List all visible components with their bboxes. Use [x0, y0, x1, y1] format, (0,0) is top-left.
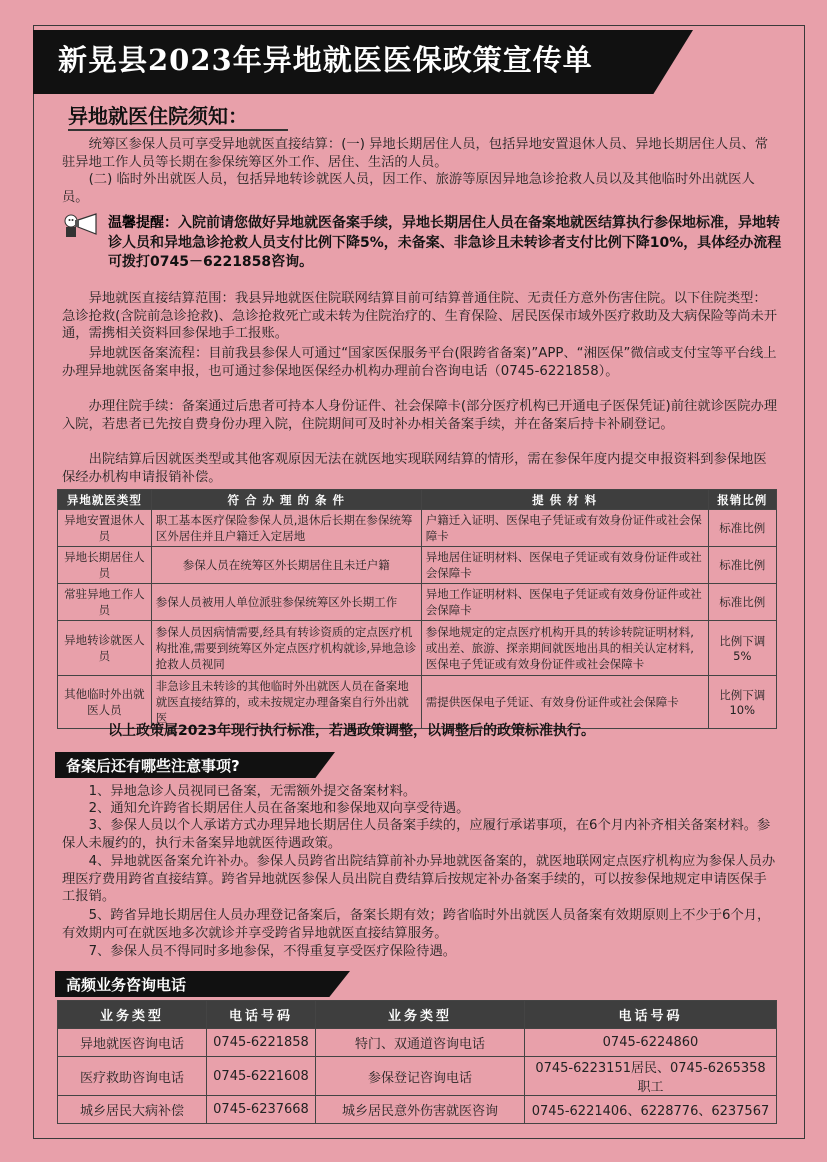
cell-conditions: 参保人员在统筹区外长期居住且未迁户籍	[151, 547, 421, 584]
table-row	[58, 510, 777, 547]
phone-table	[57, 1000, 777, 1124]
col-header-service: 业务类型	[58, 1001, 207, 1029]
reminder-text: 入院前请您做好异地就医备案手续，异地长期居住人员在备案地就医结算执行参保地标准，异地转诊人员和异地急诊抢救人员支付比例下降5%，未备案、非急诊且未转诊者支付比例下降10%，具体经办流程可拨打0745－6221858咨询。	[108, 215, 782, 270]
reminder-label: 温馨提醒：	[108, 215, 178, 231]
cell-phone: 0745-6223151居民、0745-6265358职工	[525, 1057, 777, 1096]
section-heading-hospital: 异地就医住院须知：	[68, 104, 248, 128]
cell-ratio: 标准比例	[708, 547, 776, 584]
col-header-conditions: 符 合 办 理 的 条 件	[151, 490, 421, 510]
table-row	[58, 547, 777, 584]
cell-phone: 0745-6221858	[207, 1029, 316, 1057]
paragraph-temporary: (二) 临时外出就医人员，包括异地转诊就医人员，因工作、旅游等原因异地急诊抢救人员以及其他临时外出就医人员。	[62, 172, 755, 205]
cell-service: 特门、双通道咨询电话	[316, 1029, 525, 1057]
section-heading-notes: 备案后还有哪些注意事项?	[66, 757, 240, 775]
cell-phone: 0745-6221608	[207, 1057, 316, 1096]
table-row	[58, 1096, 777, 1124]
cell-materials: 异地居住证明材料、医保电子凭证或有效身份证件或社会保障卡	[421, 547, 708, 584]
paragraph-admission: 办理住院手续：备案通过后患者可持本人身份证件、社会保障卡(部分医疗机构已开通电子医保凭证)前往就诊医院办理入院，若患者已先按自费身份办理入院，住院期间可及时补办相关备案手续，并在备案后持卡补刷登记。	[62, 399, 778, 432]
cell-ratio: 标准比例	[708, 510, 776, 547]
cell-conditions: 职工基本医疗保险参保人员,退休后长期在参保统筹区外居住并且户籍迁入定居地	[151, 510, 421, 547]
section-heading-phones: 高频业务咨询电话	[66, 976, 187, 994]
cell-service: 异地就医咨询电话	[58, 1029, 207, 1057]
table-header-row	[58, 490, 777, 510]
list-item: 7、参保人员不得同时多地参保，不得重复享受医疗保险待遇。	[88, 944, 457, 959]
cell-type: 异地安置退休人员	[58, 510, 152, 547]
cell-type: 常驻异地工作人员	[58, 584, 152, 621]
cell-type: 异地转诊就医人员	[58, 621, 152, 676]
paragraph-filing-process: 异地就医备案流程：目前我县参保人可通过“国家医保服务平台(限跨省备案)”APP、“湘医保”微信或支付宝等平台线上办理异地就医备案申报，也可通过参保地医保经办机构办理前台咨询电话（0745-6221858）。	[62, 346, 777, 379]
list-item: 4、异地就医备案允许补办。参保人员跨省出院结算前补办异地就医备案的，就医地联网定点医疗机构应为参保人员办理医疗费用跨省直接结算。跨省异地就医参保人员出院自费结算后按规定补办备案手续的，可以按参保地规定申请医保手工报销。	[62, 854, 776, 904]
table-header-row	[58, 1001, 777, 1029]
policy-table	[57, 489, 777, 729]
cell-conditions: 非急诊且未转诊的其他临时外出就医人员在备案地就医直接结算的，或未按规定办理备案自行外出就医	[151, 676, 421, 729]
cell-materials: 参保地规定的定点医疗机构开具的转诊转院证明材料,或出差、旅游、探亲期间就医地出具的相关认定材料,医保电子凭证或有效身份证件或社会保障卡	[421, 621, 708, 676]
cell-type: 其他临时外出就医人员	[58, 676, 152, 729]
col-header-service: 业务类型	[316, 1001, 525, 1029]
cell-phone: 0745-6224860	[525, 1029, 777, 1057]
cell-ratio: 标准比例	[708, 584, 776, 621]
table-row	[58, 584, 777, 621]
cell-phone: 0745-6237668	[207, 1096, 316, 1124]
cell-ratio: 比例下调10%	[708, 676, 776, 729]
megaphone-icon	[62, 212, 104, 238]
paragraph-manual-claim: 出院结算后因就医类型或其他客观原因无法在就医地实现联网结算的情形，需在参保年度内提交申报资料到参保地医保经办机构申请报销补偿。	[62, 452, 767, 485]
cell-service: 城乡居民意外伤害就医咨询	[316, 1096, 525, 1124]
col-header-type: 异地就医类型	[58, 490, 152, 510]
list-item: 5、跨省异地长期居住人员办理登记备案后，备案长期有效；跨省临时外出就医人员备案有效期原则上不少于6个月，有效期内可在就医地多次就诊并享受跨省异地就医直接结算服务。	[62, 908, 771, 941]
cell-service: 城乡居民大病补偿	[58, 1096, 207, 1124]
cell-service: 参保登记咨询电话	[316, 1057, 525, 1096]
paragraph-settlement-scope: 异地就医直接结算范围：我县异地就医住院联网结算目前可结算普通住院、无责任方意外伤害住院。以下住院类型：急诊抢救(含院前急诊抢救)、急诊抢救死亡或未转为住院治疗的、生育保险、居民医保市域外医疗救助及大病保险等尚未开通，需携相关资料回参保地手工报账。	[62, 291, 778, 341]
cell-conditions: 参保人员被用人单位派驻参保统筹区外长期工作	[151, 584, 421, 621]
reminder-box	[108, 214, 788, 273]
cell-materials: 异地工作证明材料、医保电子凭证或有效身份证件或社会保障卡	[421, 584, 708, 621]
cell-conditions: 参保人员因病情需要,经具有转诊资质的定点医疗机构批准,需要到统筹区外定点医疗机构就诊,异地急诊抢救人员视同	[151, 621, 421, 676]
table-row	[58, 1057, 777, 1096]
table-row	[58, 621, 777, 676]
col-header-ratio: 报销比例	[708, 490, 776, 510]
cell-materials: 户籍迁入证明、医保电子凭证或有效身份证件或社会保障卡	[421, 510, 708, 547]
paragraph-eligible-groups: 统筹区参保人员可享受异地就医直接结算：(一) 异地长期居住人员，包括异地安置退休人员、异地长期居住人员、常驻异地工作人员等长期在参保统筹区外工作、居住、生活的人员。	[62, 137, 769, 170]
policy-note: 以上政策属2023年现行执行标准，若遇政策调整，以调整后的政策标准执行。	[108, 723, 595, 739]
page-title: 新晃县2023年异地就医医保政策宣传单	[58, 43, 593, 77]
heading-underline	[68, 129, 288, 131]
cell-phone: 0745-6221406、6228776、6237567	[525, 1096, 777, 1124]
col-header-materials: 提 供 材 料	[421, 490, 708, 510]
table-row	[58, 1029, 777, 1057]
cell-type: 异地长期居住人员	[58, 547, 152, 584]
list-item: 1、异地急诊人员视同已备案，无需额外提交备案材料。	[88, 784, 417, 799]
list-item: 3、参保人员以个人承诺方式办理异地长期居住人员备案手续的，应履行承诺事项，在6个月内补齐相关备案材料。参保人未履约的，执行未备案异地就医待遇政策。	[62, 818, 771, 851]
cell-service: 医疗救助咨询电话	[58, 1057, 207, 1096]
col-header-phone: 电话号码	[525, 1001, 777, 1029]
cell-materials: 需提供医保电子凭证、有效身份证件或社会保障卡	[421, 676, 708, 729]
list-item: 2、通知允许跨省长期居住人员在备案地和参保地双向享受待遇。	[88, 801, 470, 816]
col-header-phone: 电话号码	[207, 1001, 316, 1029]
cell-ratio: 比例下调5%	[708, 621, 776, 676]
